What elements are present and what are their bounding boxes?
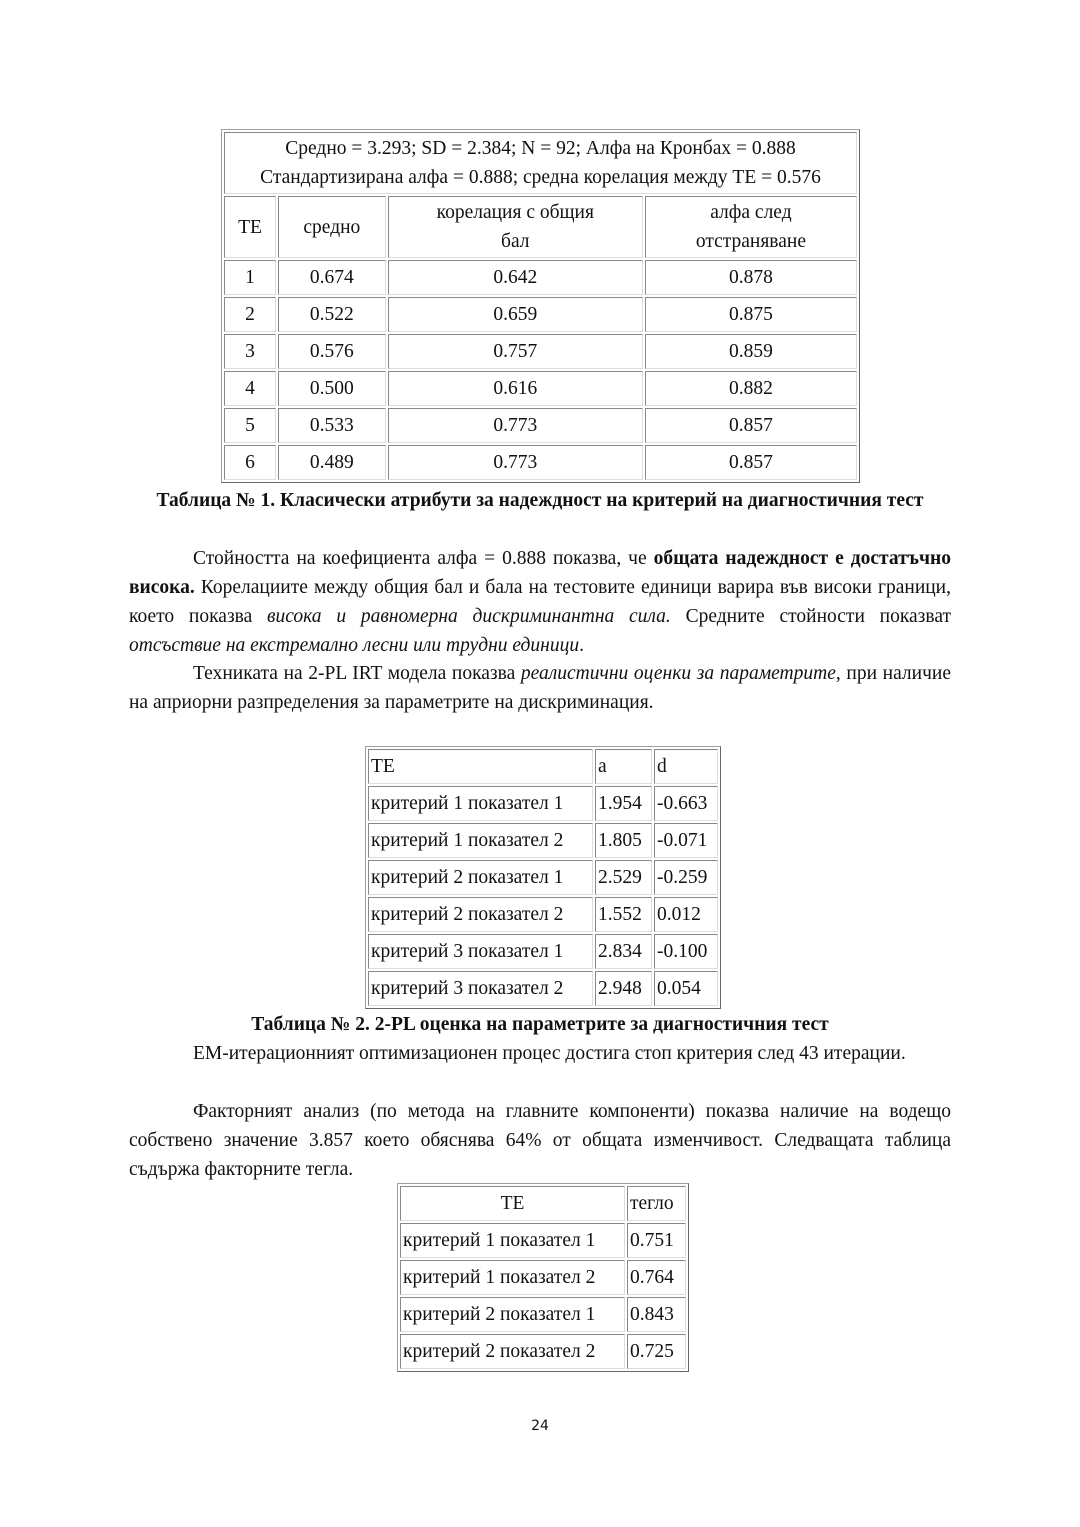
header-cell: корелация с общия бал bbox=[388, 196, 643, 258]
table-cell: 0.054 bbox=[654, 971, 718, 1006]
header-cell: d bbox=[654, 749, 718, 784]
table-row bbox=[224, 297, 857, 332]
table-cell: 0.725 bbox=[627, 1334, 686, 1369]
paragraph: Факторният анализ (по метода на главните компоненти) показва наличие на водещо собствено значение 3.857 което обяснява 64% от общата изменчивост. Следващата таблица съдържа факторните тегла. bbox=[129, 1101, 951, 1180]
table-cell: 0.616 bbox=[388, 371, 643, 406]
table-row bbox=[224, 334, 857, 369]
header-cell: a bbox=[595, 749, 652, 784]
table-cell: 0.875 bbox=[645, 297, 857, 332]
table-cell: 0.857 bbox=[645, 408, 857, 443]
table-cell: 0.500 bbox=[278, 371, 386, 406]
paragraph: ЕМ-итерационният оптимизационен процес достига стоп критерия след 43 итерации. bbox=[193, 1043, 906, 1064]
table-row bbox=[368, 971, 718, 1006]
table-cell: 0.773 bbox=[388, 408, 643, 443]
table-cell: 2.948 bbox=[595, 971, 652, 1006]
table-cell: 0.843 bbox=[627, 1297, 686, 1332]
table-cell: 2.834 bbox=[595, 934, 652, 969]
table-row bbox=[224, 408, 857, 443]
factor-loadings-table bbox=[397, 1183, 689, 1372]
table-cell: 4 bbox=[224, 371, 276, 406]
table-cell: -0.100 bbox=[654, 934, 718, 969]
table-cell: -0.071 bbox=[654, 823, 718, 858]
table-cell: -0.259 bbox=[654, 860, 718, 895]
irt-parameters-table bbox=[365, 746, 721, 1009]
summary-line: Стандартизирана алфа = 0.888; средна корелация между ТЕ = 0.576 bbox=[260, 167, 821, 188]
table-cell: критерий 3 показател 1 bbox=[368, 934, 593, 969]
table-cell: критерий 2 показател 1 bbox=[368, 860, 593, 895]
table-row bbox=[224, 371, 857, 406]
table-cell: 0.659 bbox=[388, 297, 643, 332]
header-cell: алфа след отстраняване bbox=[645, 196, 857, 258]
table-cell: 6 bbox=[224, 445, 276, 480]
table-row bbox=[368, 823, 718, 858]
table-cell: 0.533 bbox=[278, 408, 386, 443]
table-cell: 0.764 bbox=[627, 1260, 686, 1295]
table-cell: 0.674 bbox=[278, 260, 386, 295]
table-row bbox=[400, 1260, 686, 1295]
table-cell: критерий 2 показател 2 bbox=[400, 1334, 625, 1369]
table-row bbox=[368, 934, 718, 969]
table-cell: 0.522 bbox=[278, 297, 386, 332]
table-cell: 0.012 bbox=[654, 897, 718, 932]
table-cell: критерий 2 показател 2 bbox=[368, 897, 593, 932]
table-cell: 0.882 bbox=[645, 371, 857, 406]
table-cell: 1.805 bbox=[595, 823, 652, 858]
table-cell: 0.751 bbox=[627, 1223, 686, 1258]
table-cell: 1.552 bbox=[595, 897, 652, 932]
table-cell: 1.954 bbox=[595, 786, 652, 821]
table1-caption: Таблица № 1. Класически атрибути за надеждност на критерий на диагностичния тест bbox=[156, 490, 924, 511]
table-cell: 5 bbox=[224, 408, 276, 443]
table-cell: 2 bbox=[224, 297, 276, 332]
header-cell: ТЕ bbox=[224, 196, 276, 258]
table-row bbox=[400, 1297, 686, 1332]
reliability-table bbox=[221, 129, 860, 483]
table-cell: критерий 1 показател 1 bbox=[368, 786, 593, 821]
paragraph: Техниката на 2-PL IRT модела показва реалистични оценки за параметрите, при наличие на априорни разпределения за параметрите на дискриминация. bbox=[129, 663, 951, 713]
table-cell: 0.489 bbox=[278, 445, 386, 480]
table-cell: 0.857 bbox=[645, 445, 857, 480]
table-cell: 0.576 bbox=[278, 334, 386, 369]
table-cell: критерий 1 показател 1 bbox=[400, 1223, 625, 1258]
table-row bbox=[368, 786, 718, 821]
table-cell: 0.878 bbox=[645, 260, 857, 295]
table-row bbox=[368, 897, 718, 932]
table-row bbox=[224, 260, 857, 295]
table2-caption: Таблица № 2. 2-PL оценка на параметрите за диагностичния тест bbox=[251, 1014, 829, 1035]
table-row bbox=[224, 445, 857, 480]
table-cell: 2.529 bbox=[595, 860, 652, 895]
table-row bbox=[400, 1223, 686, 1258]
table-cell: 0.859 bbox=[645, 334, 857, 369]
summary-line: Средно = 3.293; SD = 2.384; N = 92; Алфа на Кронбах = 0.888 bbox=[285, 138, 796, 159]
table-cell: 0.757 bbox=[388, 334, 643, 369]
header-cell: ТЕ bbox=[368, 749, 593, 784]
paragraph: Стойността на коефициента алфа = 0.888 показва, че общата надеждност е достатъчно висока. Корелациите между общия бал и бала на тестовите единици варира във високи граници, което показва висока и равномерна дискриминантна сила. Средните стойности показват отсъствие на екстремално лесни или трудни единици. bbox=[129, 548, 952, 656]
table-row bbox=[368, 860, 718, 895]
table-cell: 0.773 bbox=[388, 445, 643, 480]
table-cell: критерий 3 показател 2 bbox=[368, 971, 593, 1006]
table-cell: критерий 2 показател 1 bbox=[400, 1297, 625, 1332]
table-cell: -0.663 bbox=[654, 786, 718, 821]
table-cell: критерий 1 показател 2 bbox=[368, 823, 593, 858]
table-cell: 1 bbox=[224, 260, 276, 295]
header-cell: тегло bbox=[627, 1186, 686, 1221]
header-cell: ТЕ bbox=[400, 1186, 625, 1221]
summary-cell bbox=[224, 132, 857, 194]
header-cell: средно bbox=[278, 196, 386, 258]
table-cell: 3 bbox=[224, 334, 276, 369]
table-cell: критерий 1 показател 2 bbox=[400, 1260, 625, 1295]
table-cell: 0.642 bbox=[388, 260, 643, 295]
page-number: 24 bbox=[531, 1418, 549, 1434]
table-row bbox=[400, 1334, 686, 1369]
